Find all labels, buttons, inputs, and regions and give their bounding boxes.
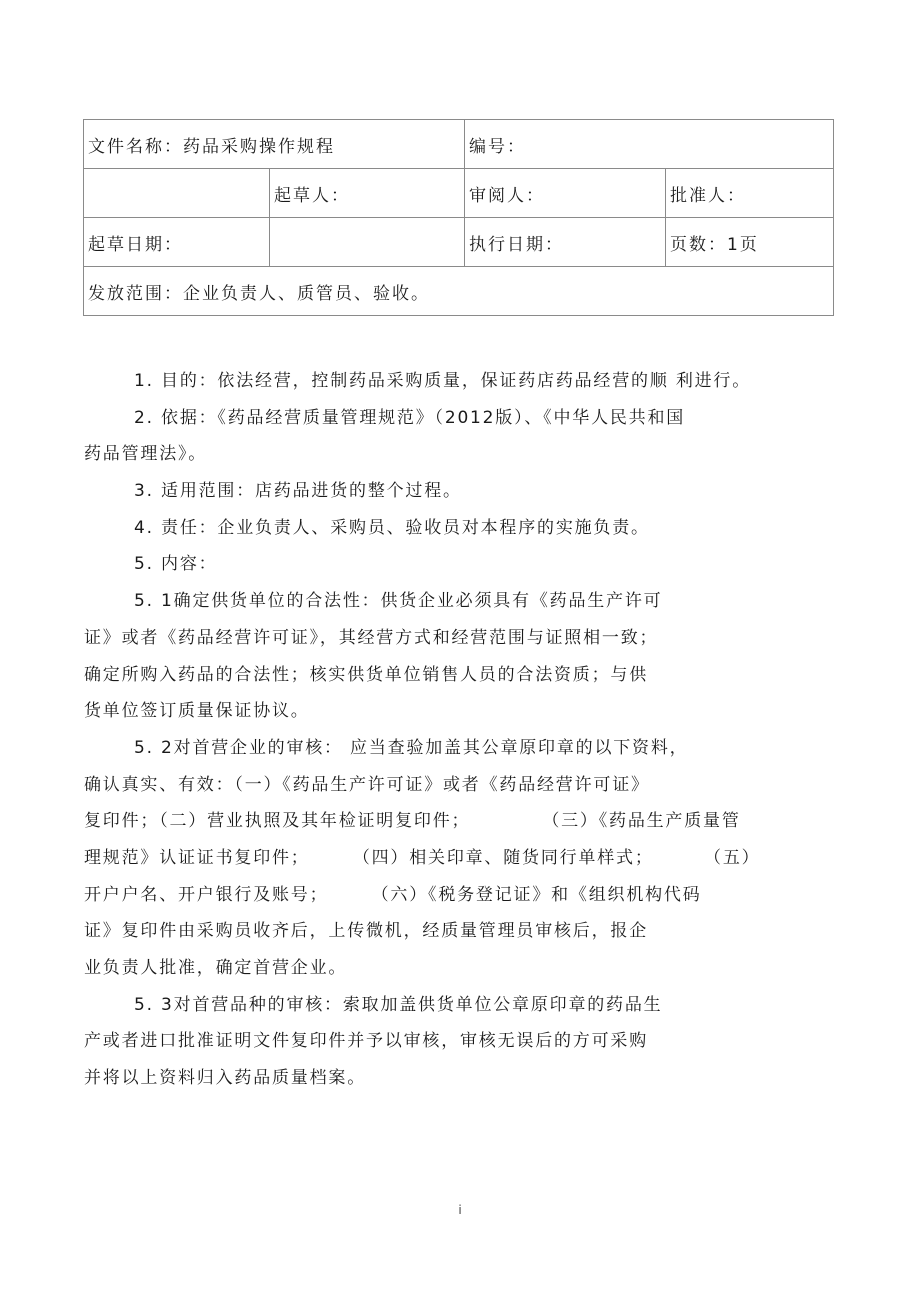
paragraph-scope: 3. 适用范围：店药品进货的整个过程。 — [134, 481, 462, 502]
approver-cell: 批准人： — [666, 169, 834, 218]
paragraph-content-heading: 5. 内容： — [134, 554, 218, 575]
header-row-1 — [84, 120, 834, 169]
draft-date-cell: 起草日期： — [84, 218, 270, 267]
paragraph-5-1-line-2: 证》或者《药品经营许可证》，其经营方式和经营范围与证照相一致； — [84, 627, 659, 648]
paragraph-basis-cont: 药品管理法》。 — [84, 444, 208, 465]
paragraph-5-2-line-7: 业负责人批准，确定首营企业。 — [84, 958, 348, 978]
paragraph-5-3-line-2: 产或者进口批准证明文件复印件并予以审核，审核无误后的方可采购 — [84, 1031, 648, 1052]
paragraph-5-2-line-4: 理规范》认证证书复印件； （四）相关印章、随货同行单样式； （五） — [84, 847, 761, 868]
paragraph-purpose: 1. 目的：依法经营，控制药品采购质量，保证药店药品经营的顺 利进行。 — [134, 371, 752, 391]
paragraph-5-1-line-4: 货单位签订质量保证协议。 — [84, 701, 310, 722]
paragraph-5-2-line-2: 确认真实、有效：（一）《药品生产许可证》或者《药品经营许可证》 — [84, 774, 650, 795]
document-number-cell: 编号： — [465, 120, 834, 169]
document-header-table — [83, 119, 834, 316]
reviewer-cell: 审阅人： — [465, 169, 666, 218]
paragraph-5-2-line-5: 开户户名、开户银行及账号； （六）《税务登记证》和《组织机构代码 — [84, 884, 702, 905]
empty-cell — [84, 169, 270, 218]
paragraph-responsibility: 4. 责任：企业负责人、采购员、验收员对本程序的实施负责。 — [134, 517, 650, 538]
paragraph-5-1: 5. 1确定供货单位的合法性：供货企业必须具有《药品生产许可 — [134, 591, 663, 612]
header-row-3 — [84, 218, 834, 267]
paragraph-5-2: 5. 2对首营企业的审核： 应当查验加盖其公章原印章的以下资料， — [134, 737, 689, 758]
file-name-cell: 文件名称：药品采购操作规程 — [84, 120, 465, 169]
page-number: i — [458, 1203, 462, 1217]
paragraph-5-1-line-3: 确定所购入药品的合法性；核实供货单位销售人员的合法资质；与供 — [84, 664, 648, 685]
paragraph-5-2-line-6: 证》复印件由采购员收齐后，上传微机，经质量管理员审核后，报企 — [84, 921, 648, 942]
execution-date-cell: 执行日期： — [465, 218, 666, 267]
header-row-2 — [84, 169, 834, 218]
paragraph-5-3-line-3: 并将以上资料归入药品质量档案。 — [84, 1068, 366, 1089]
draft-date-value-cell — [270, 218, 465, 267]
page-count-cell: 页数：1页 — [666, 218, 834, 267]
distribution-scope-cell: 发放范围：企业负责人、质管员、验收。 — [84, 267, 834, 316]
paragraph-basis: 2. 依据：《药品经营质量管理规范》（2012版）、《中华人民共和国 — [134, 407, 686, 428]
header-row-4 — [84, 267, 834, 316]
paragraph-5-3: 5. 3对首营品种的审核：索取加盖供货单位公章原印章的药品生 — [134, 994, 663, 1015]
document-body — [84, 363, 824, 1097]
drafter-cell: 起草人： — [270, 169, 465, 218]
paragraph-5-2-line-3: 复印件；（二）营业执照及其年检证明复印件； （三）《药品生产质量管 — [84, 811, 741, 832]
